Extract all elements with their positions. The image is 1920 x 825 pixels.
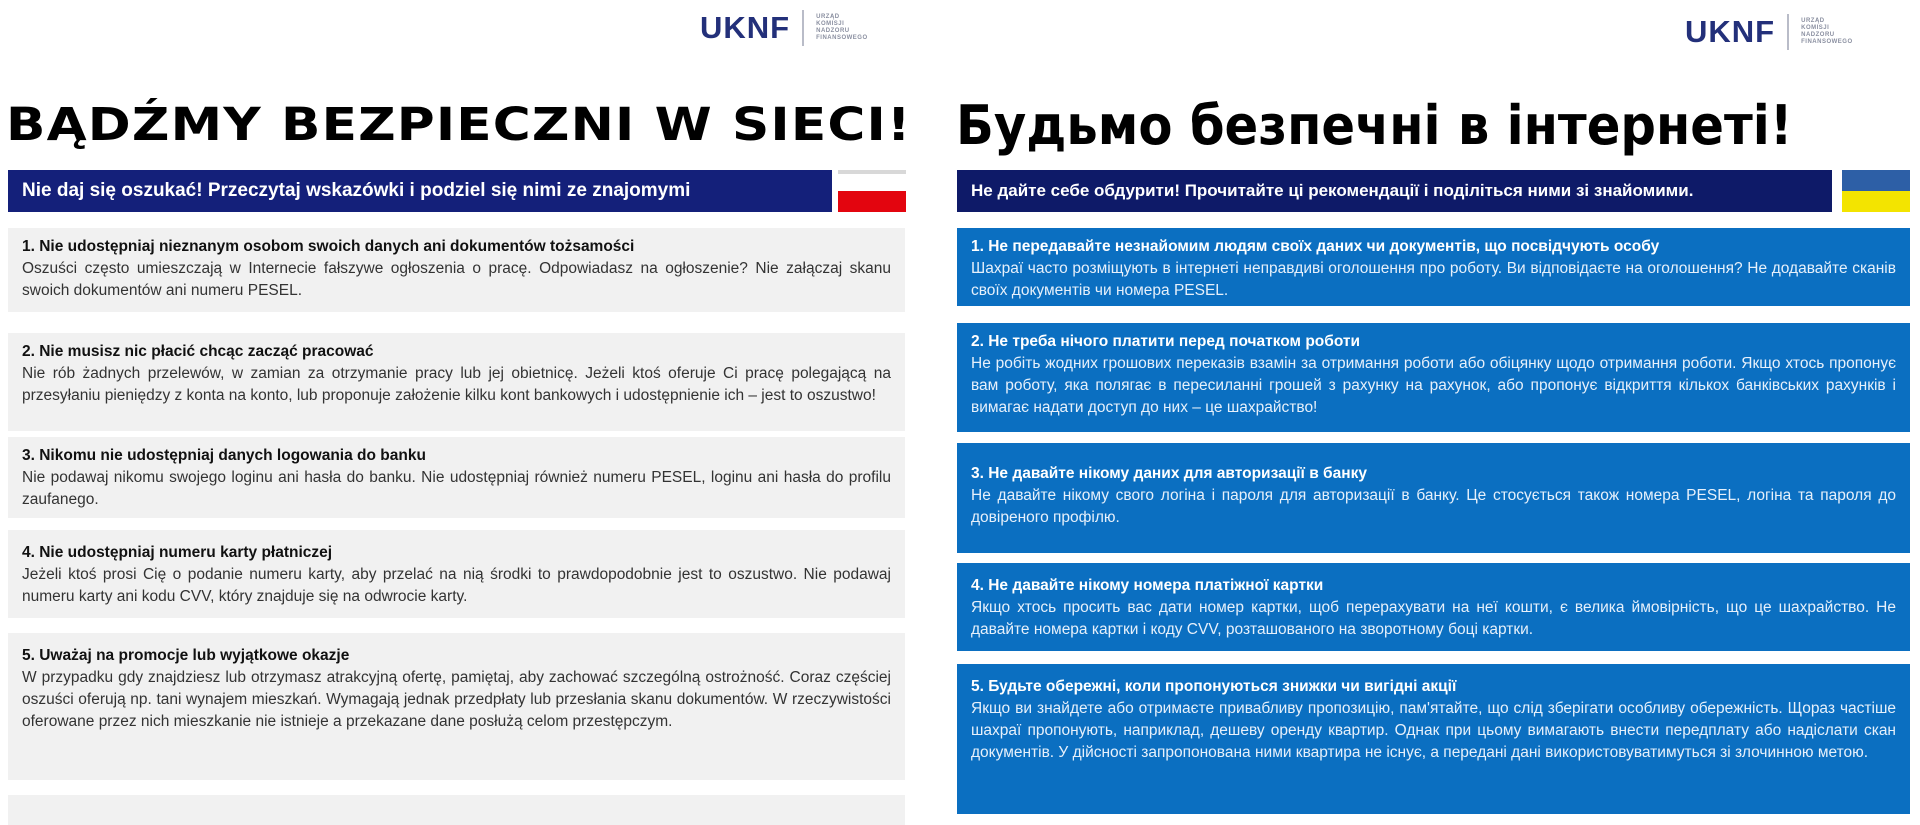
tip-heading: 4. Nie udostępniaj numeru karty płatniczej <box>22 544 333 561</box>
polish-tip-3 <box>8 437 905 518</box>
polish-tip-2 <box>8 333 905 431</box>
logo-sub-line: URZĄD <box>1801 18 1825 24</box>
tip-heading: 3. Не давайте нікому даних для авторизації в банку <box>971 465 1367 482</box>
polish-tip-4 <box>8 530 905 618</box>
logo-sub-line: URZĄD <box>816 14 840 20</box>
tip-body: W przypadku gdy znajdziesz lub otrzymasz atrakcyjną ofertę, pamiętaj, aby zachować szczególną ostrożność. Coraz częściej oszuści oferują np. tani wynajem mieszkań. Wymagają jednak przedpłaty lub przesłania skanu dokumentów. W rzeczywistości oferowane przez nich mieszkanie nie istnieje a przekazane dane posłużą celom przestępczym. <box>22 669 891 730</box>
uknf-logo-left <box>700 8 868 48</box>
tip-heading: 5. Uważaj na promocje lub wyjątkowe okazje <box>22 647 350 664</box>
ukrainian-tip-1 <box>957 228 1910 306</box>
logo-sub-line: KOMISJI <box>816 21 845 27</box>
logo-subtitle <box>1801 18 1853 46</box>
logo-mark: UKNF <box>700 10 791 45</box>
tip-heading: 2. Nie musisz nic płacić chcąc zacząć pracować <box>22 343 374 360</box>
tip-heading: 3. Nikomu nie udostępniaj danych logowania do banku <box>22 447 426 464</box>
tip-body: Oszuści często umieszczają w Internecie fałszywe ogłoszenia o pracę. Odpowiadasz na ogłoszenie? Nie załączaj skanu swoich dokumentów ani numeru PESEL. <box>22 260 891 299</box>
polish-flag-icon <box>838 170 906 212</box>
ukrainian-tip-5 <box>957 664 1910 814</box>
polish-tip-1 <box>8 228 905 312</box>
tip-body: Якщо ви знайдете або отримаєте привабливу пропозицію, пам'ятайте, що слід зберігати особливу обережність. Щораз частіше шахраї пропонують, наприклад, дешеву оренду квартир. Однак при цьому вимагають внести передплату або надіслати скан документів. У дійсності запропонована ними квартира не існує, а передані дані використовуватимуться зі злочинною метою. <box>971 700 1896 761</box>
tip-body: Jeżeli ktoś prosi Cię o podanie numeru karty, aby przelać na nią środki to prawdopodobnie jest to oszustwo. Nie podawaj numeru karty ani kodu CVV, który znajduje się na odwrocie karty. <box>22 566 891 605</box>
tip-body: Nie podawaj nikomu swojego loginu ani hasła do banku. Nie udostępniaj również numeru PESEL, loginu ani hasła do profilu zaufanego. <box>22 469 891 508</box>
logo-sub-line: NADZORU <box>816 28 850 34</box>
tip-heading: 4. Не давайте нікому номера платіжної картки <box>971 577 1324 594</box>
logo-mark: UKNF <box>1685 14 1776 49</box>
tip-body: Nie rób żadnych przelewów, w zamian za otrzymanie pracy lub jej obietnicę. Jeżeli ktoś oferuje Ci pracę polegającą na przesyłaniu pieniędzy z konta na konto, lub proponuje założenie kilku kont bankowych i udostępnienie ich – jest to oszustwo! <box>22 365 891 404</box>
ukrainian-banner: Не дайте себе обдурити! Прочитайте ці рекомендації і поділіться ними зі знайомими. <box>957 170 1832 212</box>
uknf-logo-right <box>1685 12 1853 52</box>
tip-body: Не давайте нікому свого логіна і пароля для авторизації в банку. Це стосується також номера PESEL, логіна та пароля до довіреного профілю. <box>971 487 1896 526</box>
ukrainian-tip-4 <box>957 563 1910 651</box>
logo-sub-line: KOMISJI <box>1801 25 1830 31</box>
logo-sub-line: FINANSOWEGO <box>1801 39 1853 45</box>
polish-tip-6-partial <box>8 795 905 825</box>
logo-divider <box>802 10 804 46</box>
logo-subtitle <box>816 14 868 42</box>
logo-divider <box>1787 14 1789 50</box>
logo-sub-line: FINANSOWEGO <box>816 35 868 41</box>
tip-heading: 2. Не треба нічого платити перед початком роботи <box>971 333 1361 350</box>
ukrainian-tip-2 <box>957 323 1910 432</box>
logo-sub-line: NADZORU <box>1801 32 1835 38</box>
tip-body: Якщо хтось просить вас дати номер картки, щоб перерахувати на неї кошти, є велика ймовірність, що це шахрайство. Не давайте номера картки і коду CVV, розташованого на зворотному боці картки. <box>971 599 1896 638</box>
ukrainian-flag-icon <box>1842 170 1910 212</box>
polish-tip-5 <box>8 633 905 780</box>
ukrainian-title: Будьмо безпечні в інтернеті! <box>956 94 1793 157</box>
tip-heading: 1. Не передавайте незнайомим людям своїх даних чи документів, що посвідчують особу <box>971 238 1660 255</box>
tip-heading: 5. Будьте обережні, коли пропонуються знижки чи вигідні акції <box>971 678 1457 695</box>
tip-heading: 1. Nie udostępniaj nieznanym osobom swoich danych ani dokumentów tożsamości <box>22 238 635 255</box>
tip-body: Не робіть жодних грошових переказів взамін за отримання роботи або обіцянку щодо отримання роботи. Якщо хтось пропонує вам роботу, яка полягає в пересиланні грошей з рахунку на рахунок, або пропонує відкриття кількох банківських рахунків і вимагає надати доступ до них – це шахрайство! <box>971 355 1896 416</box>
ukrainian-tip-3 <box>957 443 1910 553</box>
polish-banner: Nie daj się oszukać! Przeczytaj wskazówki i podziel się nimi ze znajomymi <box>8 170 832 212</box>
polish-title: BĄDŹMY BEZPIECZNI W SIECI! <box>6 98 912 151</box>
tip-body: Шахраї часто розміщують в інтернеті неправдиві оголошення про роботу. Ви відповідаєте на оголошення? Не додавайте сканів своїх документів чи номера PESEL. <box>971 260 1896 299</box>
